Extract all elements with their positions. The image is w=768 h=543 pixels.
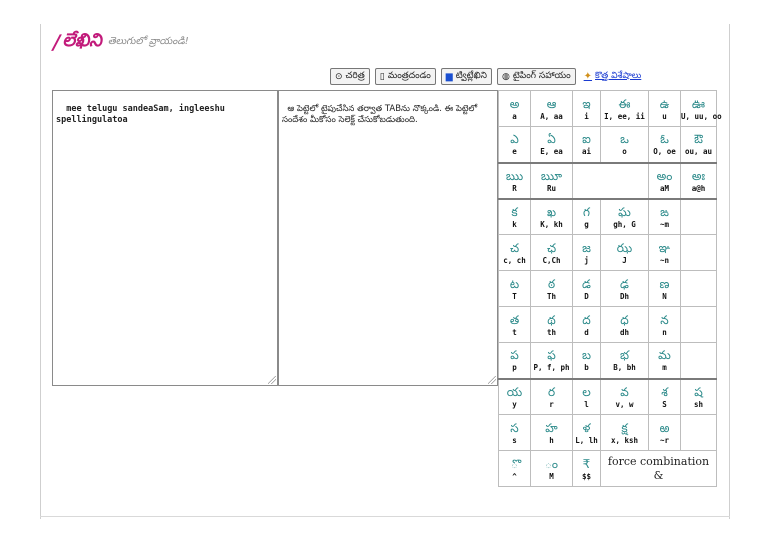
sparkle-icon: ✦	[583, 71, 593, 82]
key-cell[interactable]	[681, 91, 722, 127]
roman-key: gh, G	[613, 219, 636, 229]
telugu-glyph: ఝ	[616, 240, 633, 255]
new-features-label: కొత్త విశేషాలు	[595, 70, 642, 81]
roman-key: ou, au	[684, 147, 713, 157]
roman-key: g	[584, 219, 589, 229]
roman-key: B, bh	[613, 363, 636, 373]
telugu-glyph: చ	[509, 240, 520, 255]
roman-key: $$	[581, 471, 592, 481]
roman-key: o	[622, 147, 627, 157]
empty-key-cell	[681, 199, 717, 235]
history-label: చరిత్ర	[345, 70, 365, 81]
roman-key: u	[662, 111, 667, 121]
keyboard-row	[499, 163, 717, 199]
telugu-glyph: క	[511, 204, 518, 219]
roman-key: S	[662, 399, 667, 409]
key-cell[interactable]	[601, 271, 649, 307]
telugu-glyph: ఐ	[582, 132, 591, 147]
keyboard-row	[499, 343, 717, 379]
roman-key: k	[512, 219, 517, 229]
key-cell[interactable]	[649, 235, 681, 271]
telugu-glyph: ఫ	[547, 348, 556, 363]
telugu-glyph: జ	[582, 240, 591, 255]
roman-key: th	[546, 327, 557, 337]
pen-stroke-icon: /	[50, 30, 63, 54]
roman-key: Dh	[619, 291, 630, 301]
telugu-glyph: య	[506, 384, 523, 399]
telugu-glyph: అం	[656, 168, 673, 183]
roman-key: I, ee, ii	[604, 111, 645, 121]
keyboard-row	[499, 415, 717, 451]
key-cell[interactable]	[649, 91, 681, 127]
key-cell[interactable]	[573, 415, 601, 451]
roman-key: h	[549, 435, 554, 445]
force-combination-cell[interactable]	[601, 451, 717, 487]
magic-wand-label: మంత్రదండం	[387, 70, 431, 81]
telugu-glyph: ఉ	[659, 96, 670, 111]
telugu-glyph: త	[509, 312, 520, 327]
telugu-output-textarea[interactable]	[278, 90, 498, 386]
telugu-glyph: ొ	[511, 456, 518, 471]
key-cell[interactable]	[499, 343, 531, 379]
roman-key: ai	[581, 147, 592, 157]
twit-lekhini-button[interactable]	[441, 68, 492, 85]
telugu-glyph: ద	[582, 312, 591, 327]
twitter-icon: ▆	[445, 71, 453, 82]
telugu-glyph: ట	[509, 276, 520, 291]
roman-key: U, uu, oo	[681, 111, 722, 121]
wand-icon: ▯	[379, 71, 385, 82]
roman-key: ~m	[659, 219, 670, 229]
key-cell[interactable]	[531, 415, 573, 451]
roman-key: E, ea	[540, 147, 563, 157]
history-button[interactable]	[330, 68, 370, 85]
keyboard-row	[499, 235, 717, 271]
key-cell[interactable]	[573, 127, 601, 163]
telugu-glyph: శ	[661, 384, 668, 399]
key-cell[interactable]	[601, 343, 649, 379]
roman-key: e	[512, 147, 517, 157]
telugu-glyph: మ	[658, 348, 671, 363]
roman-key: j	[584, 255, 589, 265]
page-right-border	[729, 24, 730, 519]
telugu-glyph: ఖ	[546, 204, 557, 219]
key-cell[interactable]	[531, 271, 573, 307]
telugu-glyph: ఓ	[660, 132, 669, 147]
telugu-glyph: క్ష	[621, 420, 628, 435]
key-cell[interactable]	[573, 271, 601, 307]
key-cell[interactable]	[499, 451, 531, 487]
telugu-output-text: ఆ పెట్టెలో టైపుచేసిన తర్వాత TABను నొక్కండి. ఈ పెట్టెలో సందేశం మీకోసం సెలెక్ట్ చేసుకోబడుతుంది.	[282, 104, 480, 125]
empty-key-cell	[681, 271, 717, 307]
roman-key: N	[662, 291, 667, 301]
key-cell[interactable]	[573, 343, 601, 379]
key-cell[interactable]	[499, 91, 531, 127]
roman-key: c, ch	[503, 255, 526, 265]
telugu-glyph: ఆ	[546, 96, 557, 111]
roman-key: P, f, ph	[533, 363, 570, 373]
telugu-glyph: ణ	[659, 276, 670, 291]
telugu-glyph: ర	[547, 384, 556, 399]
key-cell[interactable]	[681, 379, 717, 415]
key-cell[interactable]	[499, 307, 531, 343]
key-cell[interactable]	[531, 91, 573, 127]
new-features-link[interactable]	[584, 71, 642, 83]
typing-help-label: టైపింగ్ సహాయం	[512, 70, 571, 81]
key-cell[interactable]	[573, 307, 601, 343]
logo[interactable]	[50, 29, 189, 55]
telugu-glyph: ఒ	[620, 132, 629, 147]
footer-divider	[40, 516, 730, 517]
roman-key: ~n	[659, 255, 670, 265]
key-cell[interactable]	[649, 199, 681, 235]
key-cell[interactable]	[573, 379, 601, 415]
telugu-glyph: ఊ	[691, 96, 706, 111]
key-cell[interactable]	[573, 451, 601, 487]
keyboard-row	[499, 127, 717, 163]
keyboard-row	[499, 307, 717, 343]
telugu-glyph: వ	[620, 384, 629, 399]
roman-key: Ru	[546, 183, 557, 193]
telugu-glyph: ౠ	[540, 168, 563, 183]
roman-key: n	[662, 327, 667, 337]
roman-key: J	[622, 255, 627, 265]
key-cell[interactable]	[573, 199, 601, 235]
key-cell[interactable]	[601, 91, 649, 127]
telugu-glyph: అః	[691, 168, 706, 183]
telugu-glyph: ఱ	[659, 420, 670, 435]
telugu-glyph: ఎ	[510, 132, 519, 147]
key-cell[interactable]	[681, 163, 717, 199]
empty-key-cell	[681, 415, 717, 451]
roman-key: a	[512, 111, 517, 121]
telugu-glyph: ల	[582, 384, 591, 399]
key-cell[interactable]	[531, 127, 573, 163]
key-cell[interactable]	[531, 343, 573, 379]
telugu-glyph: ఇ	[582, 96, 591, 111]
roman-key: D	[584, 291, 589, 301]
roman-key: R	[512, 183, 517, 193]
roman-key: ^	[512, 471, 517, 481]
key-cell[interactable]	[601, 199, 649, 235]
roman-key: a@h	[691, 183, 706, 193]
empty-key-cell	[573, 163, 649, 199]
key-cell[interactable]	[531, 199, 573, 235]
keyboard-row	[499, 271, 717, 307]
roman-key: b	[584, 363, 589, 373]
key-cell[interactable]	[601, 235, 649, 271]
resize-grip-icon[interactable]	[268, 376, 276, 384]
roman-key: l	[584, 399, 589, 409]
key-cell[interactable]	[649, 163, 681, 199]
key-cell[interactable]	[649, 271, 681, 307]
key-cell[interactable]	[531, 379, 573, 415]
page-left-border	[40, 24, 41, 519]
toolbar	[330, 68, 641, 85]
key-cell[interactable]	[499, 199, 531, 235]
telugu-glyph: స	[510, 420, 519, 435]
telugu-glyph: భ	[619, 348, 629, 363]
telugu-glyph: ధ	[620, 312, 629, 327]
telugu-glyph: ఈ	[618, 96, 631, 111]
roman-key: M	[549, 471, 554, 481]
telugu-glyph: ఋ	[505, 168, 524, 183]
telugu-glyph: ఠ	[547, 276, 556, 291]
telugu-glyph: ఞ	[658, 240, 671, 255]
key-cell[interactable]	[601, 415, 649, 451]
key-cell[interactable]	[499, 415, 531, 451]
twit-lekhini-label: ట్విట్లేఖిని	[455, 70, 487, 81]
key-cell[interactable]	[601, 379, 649, 415]
magic-wand-button[interactable]	[375, 68, 436, 85]
telugu-glyph: ప	[510, 348, 519, 363]
telugu-glyph: బ	[581, 348, 591, 363]
telugu-glyph: గ	[583, 204, 590, 219]
roman-key: d	[584, 327, 589, 337]
keyboard-row	[499, 451, 717, 487]
roman-key: C,Ch	[542, 255, 561, 265]
telugu-glyph: ఙ	[660, 204, 669, 219]
telugu-glyph: అ	[509, 96, 520, 111]
roman-key: y	[512, 399, 517, 409]
roman-key: m	[662, 363, 667, 373]
english-input-text: mee telugu sandeaSam, ingleeshu spellingulatoa	[56, 104, 231, 125]
roman-key: sh	[693, 399, 704, 409]
telugu-glyph: ళ	[582, 420, 591, 435]
roman-key: dh	[619, 327, 630, 337]
telugu-glyph: ఘ	[618, 204, 631, 219]
roman-key: L, lh	[575, 435, 598, 445]
roman-key: T	[512, 291, 517, 301]
telugu-glyph: ఢ	[620, 276, 629, 291]
empty-key-cell	[681, 343, 717, 379]
roman-key: aM	[659, 183, 670, 193]
empty-key-cell	[681, 307, 717, 343]
keyboard-row	[499, 379, 717, 415]
transliteration-keyboard	[498, 90, 722, 487]
roman-key: t	[512, 327, 517, 337]
telugu-glyph: ₹	[582, 456, 591, 471]
logo-name: లేఖిని	[62, 29, 102, 51]
telugu-glyph: డ	[582, 276, 591, 291]
key-cell[interactable]	[573, 91, 601, 127]
roman-key: O, oe	[653, 147, 676, 157]
telugu-glyph: ం	[544, 456, 559, 471]
keyboard-row	[499, 199, 717, 235]
roman-key: s	[512, 435, 517, 445]
key-cell[interactable]	[601, 127, 649, 163]
roman-key: ~r	[659, 435, 670, 445]
key-cell[interactable]	[499, 271, 531, 307]
force-combination-label: force combination	[607, 455, 710, 468]
key-cell[interactable]	[649, 343, 681, 379]
key-cell[interactable]	[499, 163, 531, 199]
roman-key: Th	[546, 291, 557, 301]
key-cell[interactable]	[499, 235, 531, 271]
key-cell[interactable]	[573, 235, 601, 271]
clock-icon: ⊙	[335, 71, 343, 82]
key-cell[interactable]	[649, 127, 681, 163]
roman-key: i	[584, 111, 589, 121]
english-input-textarea[interactable]	[52, 90, 278, 386]
telugu-glyph: ఛ	[546, 240, 557, 255]
roman-key: A, aa	[540, 111, 563, 121]
key-cell[interactable]	[499, 127, 531, 163]
key-cell[interactable]	[601, 307, 649, 343]
roman-key: x, ksh	[610, 435, 639, 445]
roman-key: K, kh	[540, 219, 563, 229]
key-cell[interactable]	[531, 163, 573, 199]
key-cell[interactable]	[649, 415, 681, 451]
key-cell[interactable]	[531, 307, 573, 343]
telugu-glyph: ష	[694, 384, 703, 399]
telugu-glyph: ఔ	[694, 132, 703, 147]
key-cell[interactable]	[649, 307, 681, 343]
key-cell[interactable]	[499, 379, 531, 415]
roman-key: v, w	[615, 399, 634, 409]
telugu-glyph: న	[660, 312, 669, 327]
key-cell[interactable]	[649, 379, 681, 415]
typing-help-button[interactable]	[497, 68, 576, 85]
key-cell[interactable]	[681, 127, 717, 163]
roman-key: p	[512, 363, 517, 373]
keyboard-row	[499, 91, 717, 127]
resize-grip-icon[interactable]	[488, 376, 496, 384]
telugu-glyph: ఏ	[547, 132, 556, 147]
telugu-glyph: హ	[545, 420, 558, 435]
roman-key: r	[549, 399, 554, 409]
key-cell[interactable]	[531, 451, 573, 487]
help-icon: ◍	[502, 71, 510, 82]
telugu-glyph: థ	[547, 312, 556, 327]
force-combination-key: &	[653, 469, 664, 482]
logo-tagline: తెలుగులో వ్రాయండి!	[107, 36, 189, 47]
empty-key-cell	[681, 235, 717, 271]
key-cell[interactable]	[531, 235, 573, 271]
